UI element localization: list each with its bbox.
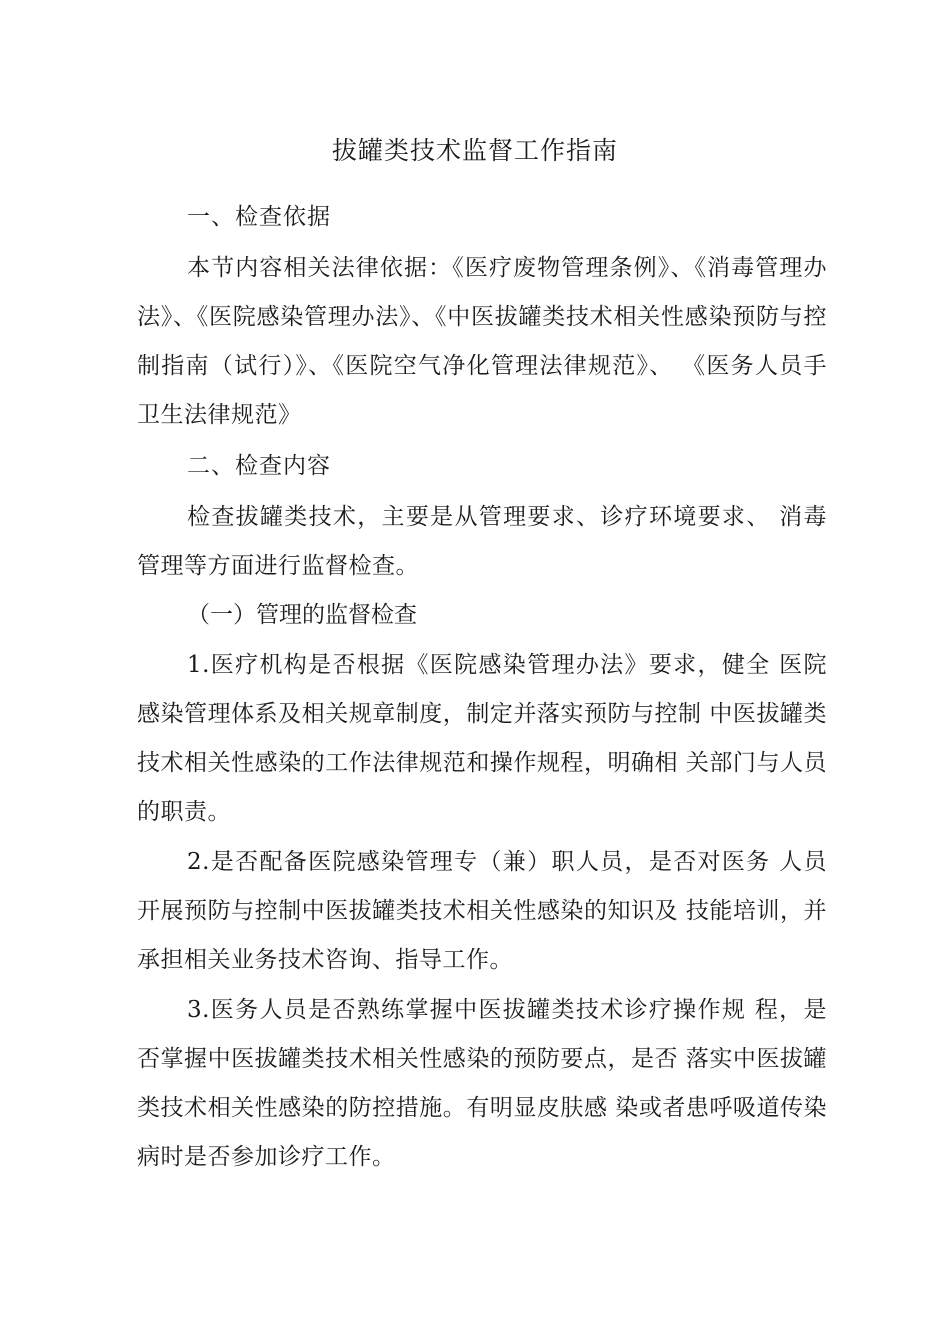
paragraph-legal-basis: 本节内容相关法律依据：《医疗废物管理条例》、《消毒管理办法》、《医院感染管理办法》、《中医拔罐类技术相关性感染预防与控制指南（试行）》、《医院空气净化管理法律规范》、 《医务人员手卫生法律规范》 — [137, 255, 827, 428]
subsection-heading-management: （一）管理的监督检查 — [187, 602, 417, 628]
section-heading-basis: 一、检查依据 — [187, 204, 331, 230]
paragraph-inspection-scope: 检查拔罐类技术，主要是从管理要求、诊疗环境要求、 消毒管理等方面进行监督检查。 — [137, 504, 827, 579]
list-item-3: 3.医务人员是否熟练掌握中医拔罐类技术诊疗操作规 程，是否掌握中医拔罐类技术相关性感染的预防要点，是否 落实中医拔罐类技术相关性感染的防控措施。有明显皮肤感 染或者患呼吸道传染病时是否参加诊疗工作。 — [137, 997, 827, 1170]
list-item-2: 2.是否配备医院感染管理专（兼）职人员，是否对医务 人员开展预防与控制中医拔罐类技术相关性感染的知识及 技能培训，并承担相关业务技术咨询、指导工作。 — [137, 849, 827, 973]
list-item-1: 1.医疗机构是否根据《医院感染管理办法》要求，健全 医院感染管理体系及相关规章制度，制定并落实预防与控制 中医拔罐类技术相关性感染的工作法律规范和操作规程，明确相 关部门与人员的职责。 — [137, 652, 827, 825]
document-title: 拔罐类技术监督工作指南 — [331, 136, 618, 165]
section-heading-content: 二、检查内容 — [187, 453, 331, 479]
